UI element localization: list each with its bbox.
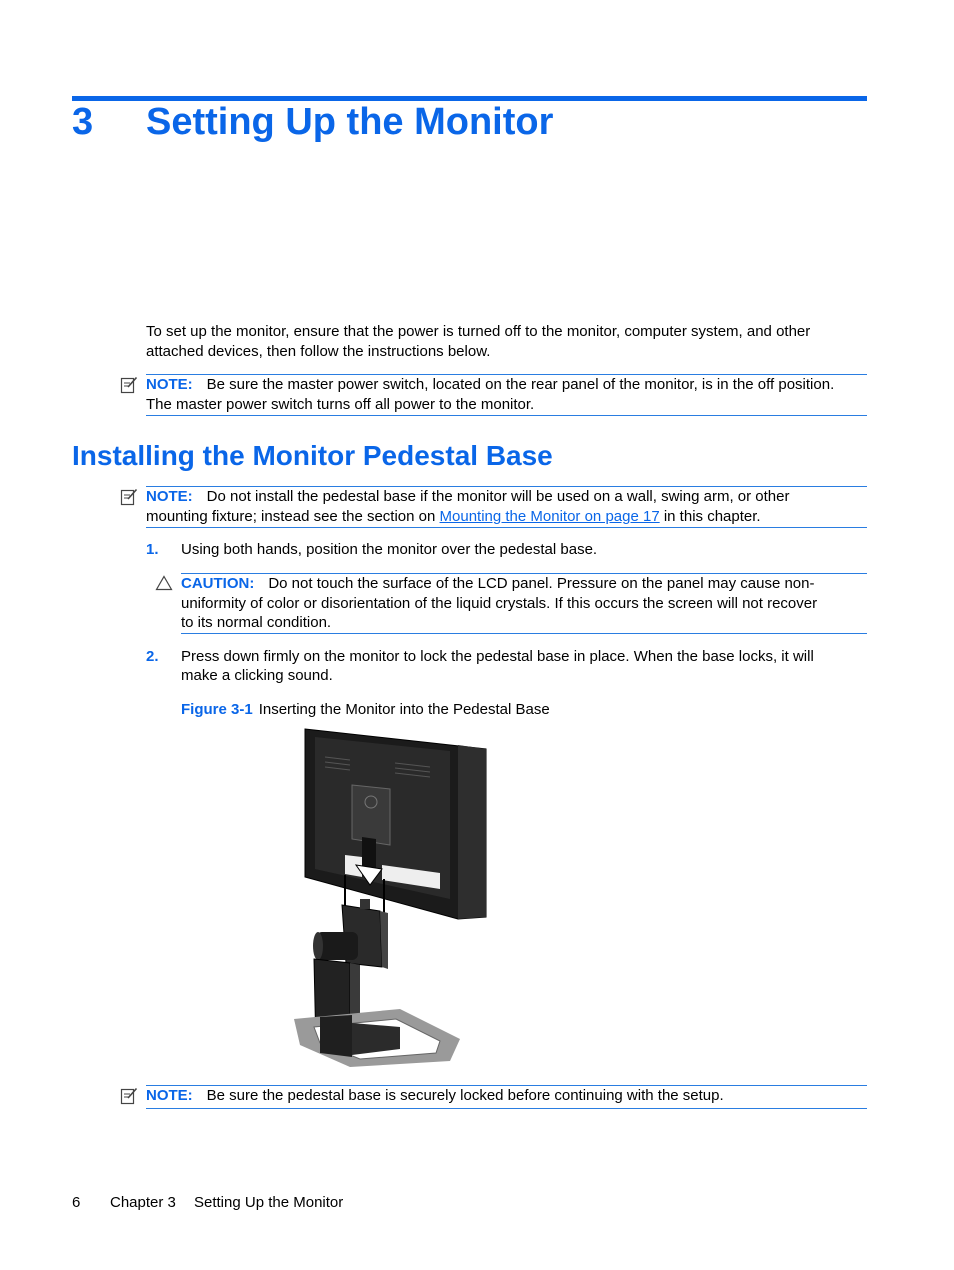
footer-chapter: Chapter 3: [110, 1194, 176, 1211]
note-icon: [120, 376, 138, 394]
step-2-number: 2.: [146, 648, 159, 665]
note-label: NOTE:: [146, 1087, 193, 1104]
footer-title: Setting Up the Monitor: [194, 1194, 344, 1211]
note-icon: [120, 1087, 138, 1105]
step-2-line1: Press down firmly on the monitor to lock the pedestal base in place. When the base locks, it will: [181, 648, 814, 665]
caution-text-line3: to its normal condition.: [181, 614, 332, 631]
caution-text-line1: Do not touch the surface of the LCD panel. Pressure on the panel may cause non-: [268, 575, 815, 592]
chapter-number: 3: [72, 101, 94, 143]
section-heading: Installing the Monitor Pedestal Base: [72, 440, 553, 471]
caution-label: CAUTION:: [181, 575, 255, 592]
figure-caption: [181, 700, 550, 720]
chapter-title: Setting Up the Monitor: [146, 101, 554, 143]
note-label: NOTE:: [146, 488, 193, 505]
note-box-2: [146, 486, 867, 528]
intro-paragraph: To set up the monitor, ensure that the power is turned off to the monitor, computer system, and other attached devices, then follow the instructions below.: [146, 323, 811, 360]
step-2-line2: make a clicking sound.: [181, 667, 333, 684]
caution-text-line2: uniformity of color or disorientation of the liquid crystals. If this occurs the screen will not recover: [181, 595, 818, 612]
note-text-line1: Do not install the pedestal base if the monitor will be used on a wall, swing arm, or other: [206, 488, 790, 505]
note-text-line2: The master power switch turns off all power to the monitor.: [146, 396, 535, 413]
mounting-link[interactable]: Mounting the Monitor on page 17: [439, 508, 660, 525]
note-text-line1: Be sure the master power switch, located on the rear panel of the monitor, is in the off position.: [206, 376, 835, 393]
step-1-number: 1.: [146, 541, 159, 558]
note-icon: [120, 488, 138, 506]
note-text: Be sure the pedestal base is securely locked before continuing with the setup.: [206, 1087, 724, 1104]
caution-box: [181, 573, 867, 634]
monitor-pedestal-illustration: [290, 727, 490, 1067]
note-label: NOTE:: [146, 376, 193, 393]
note-text-line2-pre: mounting fixture; instead see the section on: [146, 508, 440, 525]
figure-label: Figure 3-1: [181, 701, 253, 718]
note-box-1: [146, 374, 867, 416]
page-number: 6: [72, 1194, 81, 1211]
caution-icon: [155, 575, 173, 591]
figure-caption-text: Inserting the Monitor into the Pedestal Base: [258, 701, 550, 718]
step-1-text: Using both hands, position the monitor over the pedestal base.: [181, 541, 598, 558]
note-text-line2-post: in this chapter.: [659, 508, 761, 525]
note-box-3: [146, 1085, 867, 1109]
